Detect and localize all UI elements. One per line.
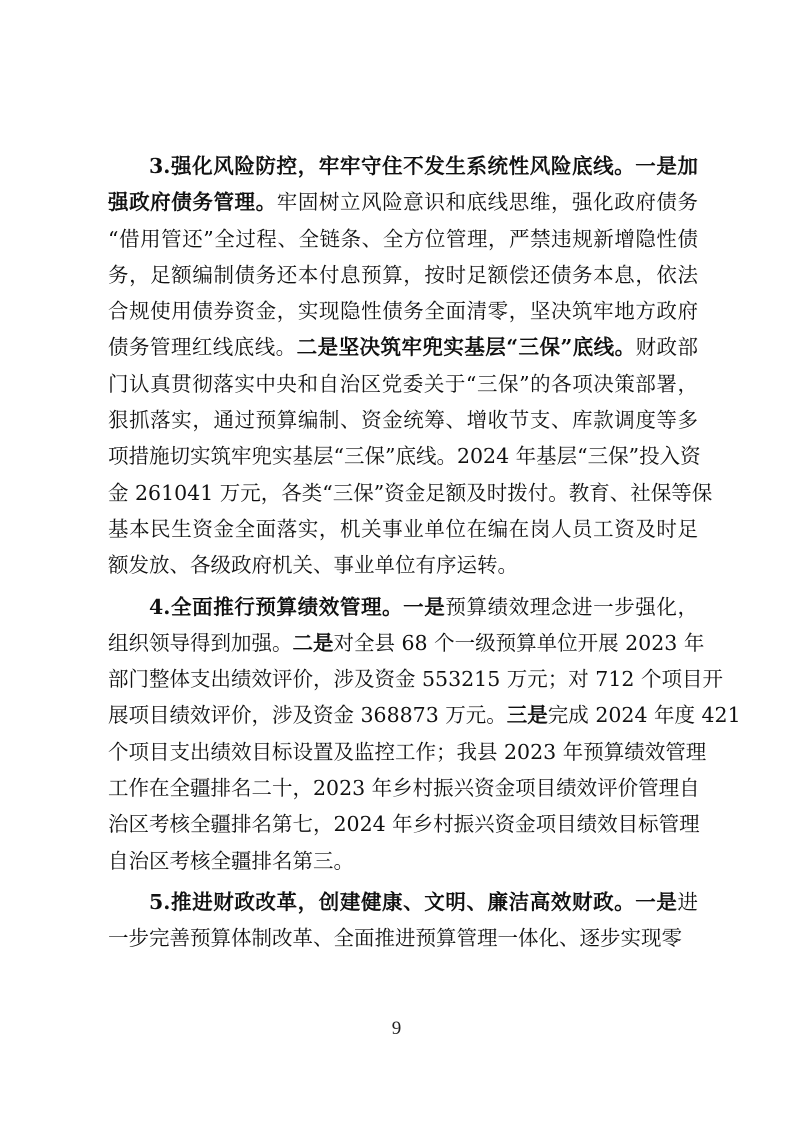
text-run: 债务管理红线底线。 xyxy=(108,335,297,360)
text-line xyxy=(108,475,713,511)
paragraph xyxy=(108,148,713,584)
text-run: 项措施切实筑牢兜实基层“三保”底线。2024 年基层“三保”投入资 xyxy=(108,444,701,469)
text-run: 治区考核全疆排名第七，2024 年乡村振兴资金项目绩效目标管理 xyxy=(108,812,700,837)
text-line xyxy=(108,329,698,365)
paragraph xyxy=(108,589,741,879)
text-line xyxy=(108,438,701,474)
text-line xyxy=(108,770,698,806)
text-line xyxy=(108,697,741,733)
text-line xyxy=(108,221,698,257)
text-run: 基本民生资金全面落实，机关事业单位在编在岗人员工资及时足 xyxy=(108,516,698,541)
text-run: 一步完善预算体制改革、全面推进预算管理一体化、逐步实现零 xyxy=(108,926,682,951)
text-line xyxy=(108,402,698,438)
text-run: 进 xyxy=(677,889,698,914)
text-line xyxy=(108,843,698,879)
text-run: 个项目支出绩效目标设置及监控工作；我县 2023 年预算绩效管理 xyxy=(108,739,707,764)
text-run: 金 261041 万元，各类“三保”资金足额及时拨付。教育、社保等保 xyxy=(108,480,713,505)
text-run: 部门整体支出绩效评价，涉及资金 553215 万元；对 712 个项目开 xyxy=(108,667,723,692)
text-line xyxy=(108,920,698,956)
text-line xyxy=(108,661,723,697)
text-line xyxy=(108,148,698,184)
text-line xyxy=(108,625,705,661)
text-line xyxy=(108,293,698,329)
text-run: 自治区考核全疆排名第三。 xyxy=(108,848,354,873)
text-run: 务，足额编制债务还本付息预算，按时足额偿还债务本息，依法 xyxy=(108,262,698,287)
text-run: 合规使用债券资金，实现隐性债务全面清零，坚决筑牢地方政府 xyxy=(108,299,698,324)
text-run: 狠抓落实，通过预算编制、资金统筹、增收节支、库款调度等多 xyxy=(108,408,698,433)
text-run: 展项目绩效评价，涉及资金 368873 万元。 xyxy=(108,703,507,728)
text-run: 对全县 68 个一级预算单位开展 2023 年 xyxy=(333,630,705,655)
text-run: 完成 2024 年度 421 xyxy=(547,703,741,728)
text-line xyxy=(108,806,698,842)
body-text xyxy=(108,148,741,957)
text-line xyxy=(108,257,698,293)
text-run: 组织领导得到加强。 xyxy=(108,630,293,655)
bold-text: 二是坚决筑牢兜实基层“三保”底线。 xyxy=(296,335,636,360)
bold-text: 4.全面推行预算绩效管理。 xyxy=(149,594,404,619)
text-run: “借用管还”全过程、全链条、全方位管理，严禁违规新增隐性债 xyxy=(108,226,698,251)
text-line xyxy=(108,366,698,402)
text-run: 工作在全疆排名二十，2023 年乡村振兴资金项目绩效评价管理自 xyxy=(108,776,700,801)
bold-text: 二是 xyxy=(292,630,334,655)
bold-text: 一是 xyxy=(403,594,446,619)
text-run: 财政部 xyxy=(635,335,698,360)
text-run: 额发放、各级政府机关、事业单位有序运转。 xyxy=(108,553,518,578)
bold-text: 3.强化风险防控，牢牢守住不发生系统性风险底线。一是加 xyxy=(149,154,698,178)
text-line xyxy=(108,547,698,583)
text-line xyxy=(108,884,698,920)
text-line xyxy=(108,734,707,770)
page-number: 9 xyxy=(391,1018,402,1039)
text-run: 牢固树立风险意识和底线思维，强化政府债务 xyxy=(276,190,699,215)
text-run: 预算绩效理念进一步强化， xyxy=(445,594,699,619)
text-line xyxy=(108,511,698,547)
paragraph xyxy=(108,884,698,957)
text-line xyxy=(108,589,698,625)
bold-text: 三是 xyxy=(506,703,548,728)
bold-text: 5.推进财政改革，创建健康、文明、廉洁高效财政。一是 xyxy=(149,889,678,914)
text-line xyxy=(108,184,698,220)
bold-text: 强政府债务管理。 xyxy=(108,190,277,215)
text-run: 门认真贯彻落实中央和自治区党委关于“三保”的各项决策部署， xyxy=(108,371,698,396)
